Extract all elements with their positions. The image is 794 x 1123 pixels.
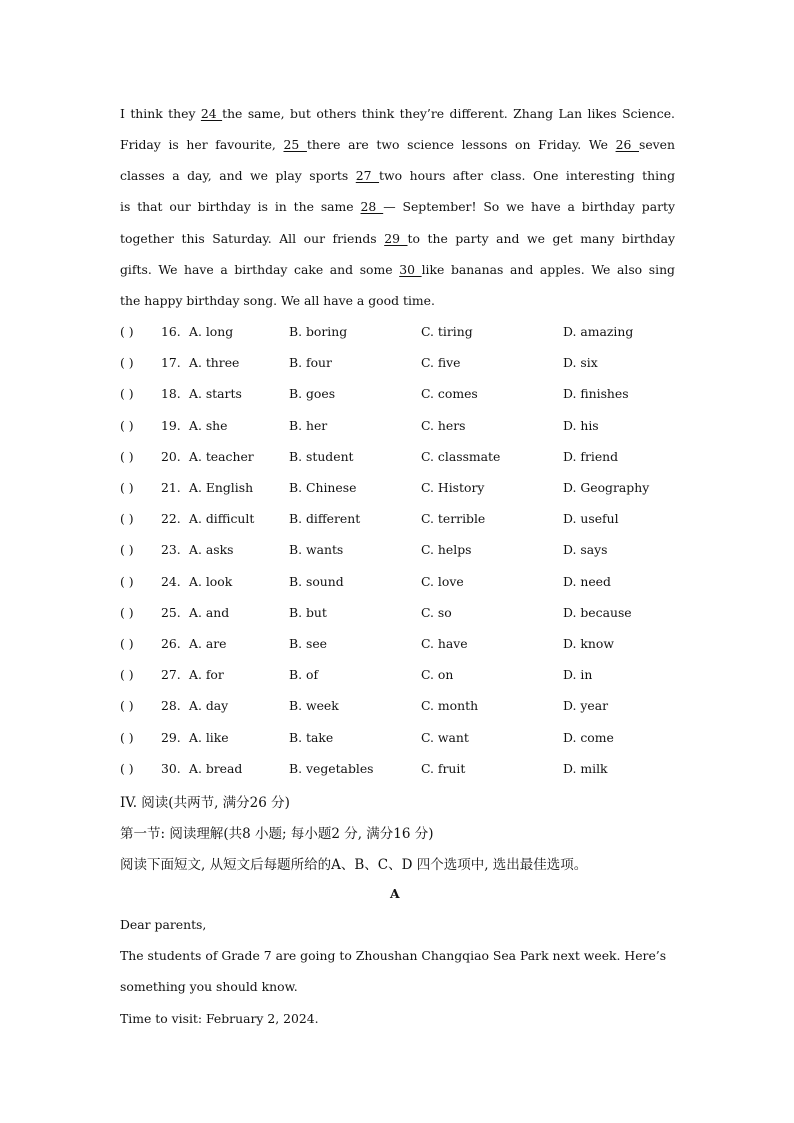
question-number: 27. (161, 667, 181, 683)
question-number: 26. (161, 636, 181, 651)
question-number: 25. (161, 604, 181, 620)
question-number: 20. (161, 448, 181, 464)
option-a: A. are (189, 636, 227, 651)
option-a: A. starts (189, 386, 242, 402)
passage-line: the happy birthday song. We all have a good time. (120, 293, 435, 308)
option-a: A. long (189, 324, 234, 339)
question-number: 19. (161, 417, 181, 433)
option-c: C. classmate (421, 448, 501, 464)
option-d: D. in (563, 667, 593, 683)
option-a: A. and (189, 604, 230, 620)
passage-line: is that our birthday is in the same 28 — September! So we have a birthday party (120, 199, 676, 214)
option-d: D. need (563, 573, 611, 589)
answer-bracket: ( ) (120, 324, 134, 339)
option-a: A. bread (189, 760, 243, 776)
option-c: C. hers (421, 417, 466, 433)
passage-line: together this Saturday. All our friends 29 to the party and we get many birthday (120, 231, 676, 246)
option-d: D. because (563, 604, 632, 620)
blank-25: 25 (283, 137, 307, 152)
option-b: B. different (289, 511, 361, 527)
question-number: 16. (161, 324, 181, 339)
option-b: B. take (289, 729, 334, 745)
option-c: C. comes (421, 386, 478, 402)
question-number: 21. (161, 480, 181, 495)
option-c: C. tiring (421, 324, 473, 339)
blank-30: 30 (399, 262, 422, 277)
option-a: A. English (189, 480, 254, 495)
option-b: B. vegetables (289, 760, 374, 776)
option-b: B. Chinese (289, 480, 357, 495)
section-1-heading: 第一节: 阅读理解(共8 小题; 每小题2 分, 满分16 分) (120, 826, 434, 842)
option-d: D. useful (563, 511, 619, 527)
answer-bracket: ( ) (120, 542, 134, 558)
option-b: B. wants (289, 542, 344, 558)
option-d: D. six (563, 355, 598, 371)
reading-instruction: 阅读下面短文, 从短文后每题所给的A、B、C、D 四个选项中, 选出最佳选项。 (120, 857, 588, 873)
option-d: D. his (563, 417, 599, 433)
option-c: C. want (421, 729, 469, 745)
answer-bracket: ( ) (120, 448, 134, 464)
option-d: D. finishes (563, 386, 629, 402)
answer-bracket: ( ) (120, 480, 134, 495)
option-a: A. she (189, 417, 228, 433)
section-iv-heading: IV. 阅读(共两节, 满分26 分) (120, 795, 290, 811)
option-b: B. week (289, 698, 339, 714)
option-b: B. boring (289, 324, 348, 339)
option-b: B. of (289, 667, 319, 683)
blank-24: 24 (200, 106, 223, 121)
option-b: B. but (289, 604, 327, 620)
option-d: D. year (563, 698, 609, 714)
question-number: 29. (161, 729, 181, 745)
question-number: 18. (161, 386, 181, 402)
option-d: D. says (563, 542, 608, 558)
answer-bracket: ( ) (120, 729, 134, 745)
option-a: A. asks (189, 542, 234, 558)
letter-line: The students of Grade 7 are going to Zhoushan Changqiao Sea Park next week. Here’s (120, 948, 667, 963)
option-d: D. amazing (563, 324, 634, 339)
answer-bracket: ( ) (120, 573, 134, 589)
letter-greeting: Dear parents, (120, 917, 207, 932)
option-c: C. five (421, 355, 461, 371)
passage-a-label: A (390, 886, 400, 901)
option-b: B. student (289, 448, 354, 464)
option-c: C. terrible (421, 511, 486, 527)
option-b: B. goes (289, 386, 336, 402)
option-c: C. month (421, 698, 479, 714)
option-a: A. like (189, 729, 229, 745)
answer-bracket: ( ) (120, 417, 134, 433)
question-number: 23. (161, 542, 181, 558)
answer-bracket: ( ) (120, 698, 134, 714)
blank-27: 27 (355, 168, 380, 183)
answer-bracket: ( ) (120, 355, 134, 371)
passage-line: classes a day, and we play sports 27 two hours after class. One interesting thing (120, 168, 675, 183)
question-number: 22. (161, 511, 181, 527)
letter-line: something you should know. (120, 979, 298, 994)
passage-line: I think they 24 the same, but others think they’re different. Zhang Lan likes Science. (120, 106, 675, 121)
passage-line: gifts. We have a birthday cake and some 30 like bananas and apples. We also sing (120, 262, 675, 277)
option-d: D. know (563, 636, 614, 651)
answer-bracket: ( ) (120, 511, 134, 527)
option-c: C. love (421, 573, 464, 589)
option-b: B. her (289, 417, 328, 433)
answer-bracket: ( ) (120, 636, 134, 651)
letter-line: Time to visit: February 2, 2024. (120, 1011, 319, 1026)
blank-28: 28 (360, 199, 384, 214)
question-number: 28. (161, 698, 181, 714)
option-d: D. friend (563, 448, 619, 464)
option-a: A. teacher (189, 448, 254, 464)
option-a: A. three (189, 355, 240, 371)
answer-bracket: ( ) (120, 604, 134, 620)
option-b: B. see (289, 636, 328, 651)
question-number: 24. (161, 573, 181, 589)
passage-line: Friday is her favourite, 25 there are two science lessons on Friday. We 26 seven (120, 137, 675, 152)
option-a: A. day (189, 698, 229, 714)
option-c: C. helps (421, 542, 472, 558)
option-b: B. four (289, 355, 332, 371)
blank-29: 29 (384, 231, 408, 246)
answer-bracket: ( ) (120, 760, 134, 776)
option-c: C. so (421, 604, 452, 620)
option-a: A. look (189, 573, 233, 589)
option-d: D. come (563, 729, 614, 745)
question-number: 30. (161, 760, 181, 776)
answer-bracket: ( ) (120, 386, 134, 402)
option-c: C. have (421, 636, 468, 651)
option-d: D. Geography (563, 480, 650, 495)
question-number: 17. (161, 355, 181, 371)
option-d: D. milk (563, 760, 608, 776)
blank-26: 26 (615, 137, 639, 152)
answer-bracket: ( ) (120, 667, 134, 683)
option-a: A. for (189, 667, 224, 683)
option-c: C. History (421, 480, 485, 495)
option-c: C. fruit (421, 760, 466, 776)
option-b: B. sound (289, 573, 344, 589)
option-a: A. difficult (189, 511, 255, 527)
option-c: C. on (421, 667, 454, 683)
